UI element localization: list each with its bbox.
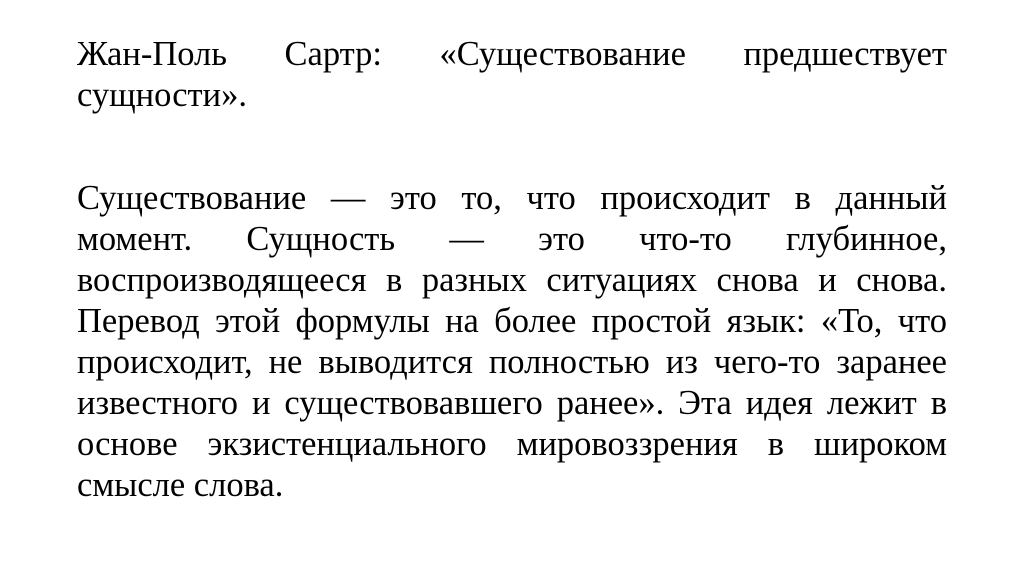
quote-paragraph: Жан-Поль Сартр: «Существование предшествует сущности». (77, 35, 947, 114)
explanation-paragraph: Существование — это то, что происходит в данный момент. Сущность — это что-то глубинное, воспроизводящееся в разных ситуациях снова и снова. Перевод этой формулы на более простой язык: «То, что происходит, не выводится полностью из чего-то заранее известного и существовавшего ранее». Эта идея лежит в основе экзистенциального мировоззрения в широком смысле слова. (77, 179, 947, 504)
